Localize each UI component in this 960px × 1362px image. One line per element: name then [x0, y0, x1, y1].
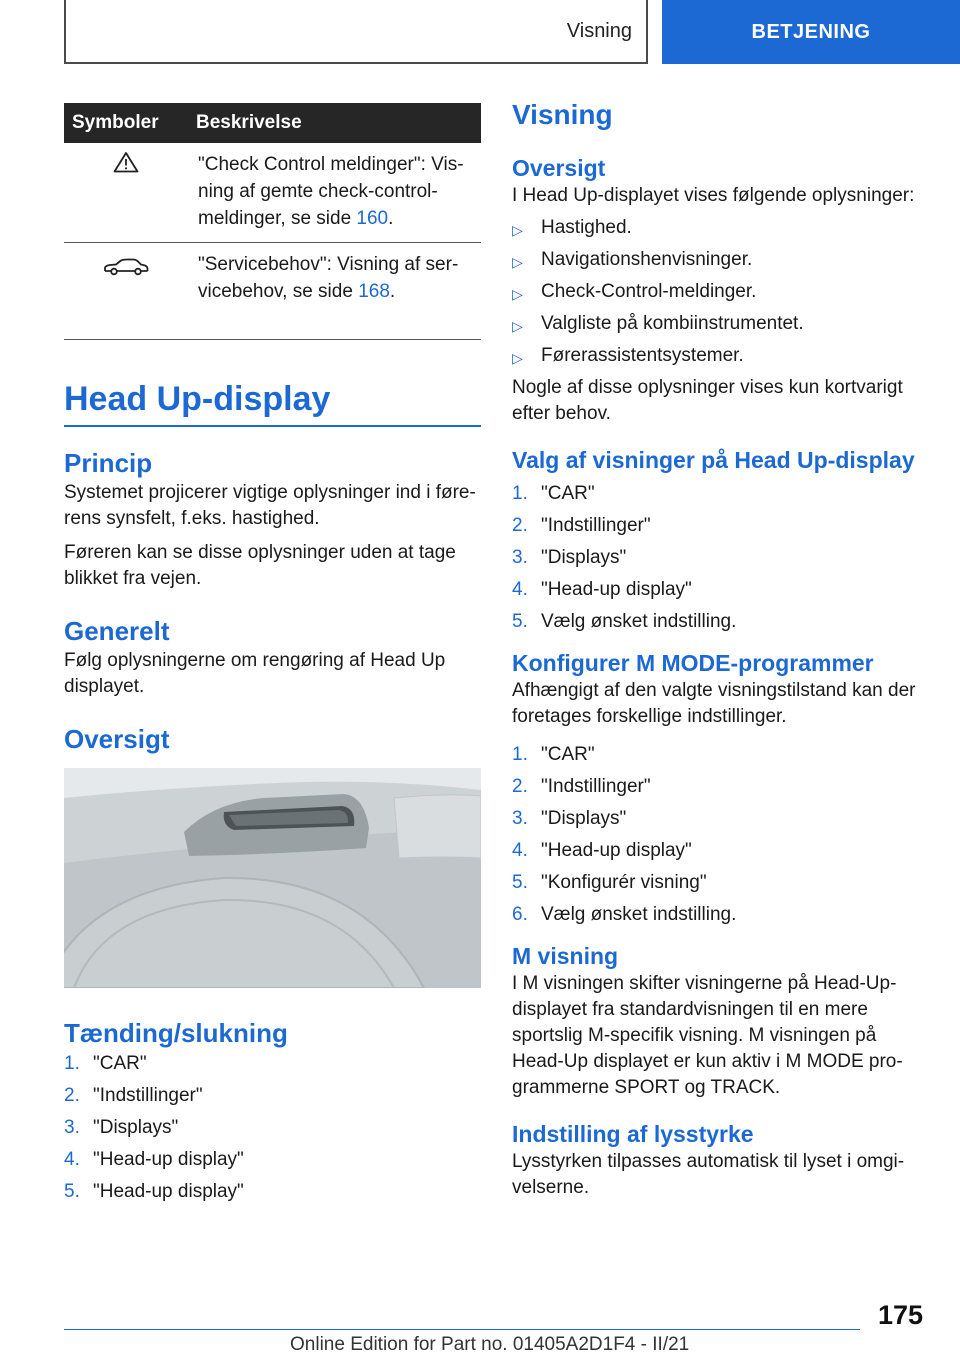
step-text: "Head-up display" — [541, 840, 692, 861]
step-text: "Konfigurér visning" — [541, 872, 707, 893]
list-item — [512, 902, 922, 934]
triangle-bullet-icon: ▷ — [512, 350, 523, 366]
step-text: "Indstillinger" — [541, 515, 651, 536]
header-chapter-title: BETJENING — [751, 20, 871, 43]
list-item — [512, 279, 922, 311]
footer-edition: Online Edition for Part no. 01405A2D1F4 - II/21 — [290, 1334, 690, 1355]
step-text: "Displays" — [93, 1117, 179, 1138]
step-number: 3. — [64, 1117, 80, 1138]
oversigt-note: Nogle af disse oplysninger vises kun kortvarigt efter behov. — [512, 377, 903, 424]
list-item — [512, 247, 922, 279]
list-item — [512, 609, 922, 641]
section-heading-generelt: Generelt — [64, 616, 170, 646]
step-text: Vælg ønsket indstilling. — [541, 904, 737, 925]
left-column — [64, 103, 481, 1211]
symbol-desc-text: "Check Control meldinger": Vis-ning af gemte check-control-meldinger, se side — [198, 154, 464, 229]
step-text: "Head-up display" — [541, 579, 692, 600]
list-item — [512, 481, 922, 513]
page-number: 175 — [878, 1300, 924, 1330]
m-visning-paragraph: I M visningen skifter visningerne på Head-Up-displayet fra standardvisningen til en mere sportslig M-specifik visning. M visningen på Head-Up displayet er kun aktiv i M MODE pro-grammerne SPORT og TRACK. — [512, 973, 903, 1098]
list-item — [512, 742, 922, 774]
step-text: "Indstillinger" — [541, 776, 651, 797]
lysstyrke-paragraph: Lysstyrken tilpasses automatisk til lyset i omgi-velserne. — [512, 1151, 905, 1198]
step-number: 1. — [512, 744, 528, 765]
page-title: Head Up-display — [64, 380, 481, 427]
step-number: 5. — [512, 611, 528, 632]
step-number: 2. — [512, 776, 528, 797]
bullet-text: Hastighed. — [541, 217, 632, 238]
page-reference-link[interactable]: 168 — [358, 281, 390, 302]
right-column — [512, 100, 922, 1201]
taending-steps — [64, 1051, 481, 1211]
section-heading-princip: Princip — [64, 448, 153, 478]
bullet-text: Valgliste på kombiinstrumentet. — [541, 313, 804, 334]
symbol-desc-text: "Servicebehov": Visning af ser-vicebehov, se side — [198, 254, 459, 302]
bullet-text: Check-Control-meldinger. — [541, 281, 757, 302]
step-number: 4. — [512, 840, 528, 861]
step-number: 6. — [512, 904, 528, 925]
section-heading-konfig: Konfigurer M MODE-programmer — [512, 650, 874, 676]
step-text: "Head-up display" — [93, 1181, 244, 1202]
list-item — [512, 215, 922, 247]
princip-paragraph-2: Føreren kan se disse oplysninger uden at tage blikket fra vejen. — [64, 542, 456, 589]
step-text: "Displays" — [541, 808, 627, 829]
step-number: 5. — [512, 872, 528, 893]
list-item — [512, 838, 922, 870]
generelt-paragraph: Følg oplysningerne om rengøring af Head Up displayet. — [64, 650, 446, 697]
car-service-icon — [103, 258, 149, 276]
symbol-table-header-description: Beskrivelse — [188, 103, 481, 143]
list-item — [64, 1115, 481, 1147]
konfig-steps — [512, 742, 922, 934]
header-section-box — [64, 0, 648, 64]
list-item — [512, 577, 922, 609]
list-item — [64, 1051, 481, 1083]
header-section-title: Visning — [566, 19, 632, 42]
table-row — [64, 243, 481, 340]
list-item — [512, 870, 922, 902]
warning-triangle-icon — [113, 151, 139, 173]
step-number: 3. — [512, 808, 528, 829]
step-text: "Displays" — [541, 547, 627, 568]
symbol-desc-end: . — [389, 281, 396, 302]
step-text: "CAR" — [541, 483, 595, 504]
step-text: Vælg ønsket indstilling. — [541, 611, 737, 632]
symbol-table — [64, 103, 481, 340]
triangle-bullet-icon: ▷ — [512, 254, 523, 270]
list-item — [512, 806, 922, 838]
triangle-bullet-icon: ▷ — [512, 222, 523, 238]
bullet-text: Førerassistentsystemer. — [541, 345, 744, 366]
header-chapter-tab[interactable] — [662, 0, 960, 64]
section-heading-oversigt-right: Oversigt — [512, 155, 606, 181]
section-title-visning: Visning — [512, 99, 613, 130]
list-item — [64, 1083, 481, 1115]
step-text: "Indstillinger" — [93, 1085, 203, 1106]
list-item — [512, 343, 922, 375]
konfig-intro: Afhængigt af den valgte visningstilstand kan der foretages forskellige indstillinger. — [512, 680, 916, 727]
oversigt-intro: I Head Up-displayet vises følgende oplysninger: — [512, 185, 915, 206]
valg-steps — [512, 481, 922, 641]
step-number: 1. — [64, 1053, 80, 1074]
oversigt-bullets — [512, 215, 922, 375]
section-heading-m-visning: M visning — [512, 943, 619, 969]
section-heading-valg: Valg af visninger på Head Up-display — [512, 447, 915, 473]
bullet-text: Navigationshenvisninger. — [541, 249, 753, 270]
section-heading-lysstyrke: Indstilling af lysstyrke — [512, 1121, 754, 1147]
triangle-bullet-icon: ▷ — [512, 318, 523, 334]
footer-divider — [64, 1329, 860, 1330]
list-item — [512, 513, 922, 545]
princip-paragraph-1: Systemet projicerer vigtige oplysninger ind i føre-rens synsfelt, f.eks. hastighed. — [64, 482, 476, 529]
section-heading-taending: Tænding/slukning — [64, 1018, 288, 1048]
symbol-table-header-symbols: Symboler — [64, 103, 188, 143]
list-item — [512, 311, 922, 343]
step-number: 2. — [64, 1085, 80, 1106]
table-row — [64, 143, 481, 243]
page-reference-link[interactable]: 160 — [356, 208, 389, 229]
step-number: 5. — [64, 1181, 80, 1202]
step-text: "Head-up display" — [93, 1149, 244, 1170]
section-heading-oversigt: Oversigt — [64, 724, 170, 754]
list-item — [512, 545, 922, 577]
symbol-table-header-row — [64, 103, 481, 143]
symbol-desc-end: . — [388, 208, 394, 229]
head-up-display-photo — [64, 768, 481, 988]
list-item — [64, 1179, 481, 1211]
dashboard-illustration — [64, 768, 481, 988]
list-item — [64, 1147, 481, 1179]
step-number: 3. — [512, 547, 528, 568]
list-item — [512, 774, 922, 806]
step-number: 1. — [512, 483, 528, 504]
step-number: 2. — [512, 515, 528, 536]
step-text: "CAR" — [541, 744, 595, 765]
triangle-bullet-icon: ▷ — [512, 286, 523, 302]
step-number: 4. — [512, 579, 528, 600]
step-number: 4. — [64, 1149, 80, 1170]
step-text: "CAR" — [93, 1053, 147, 1074]
